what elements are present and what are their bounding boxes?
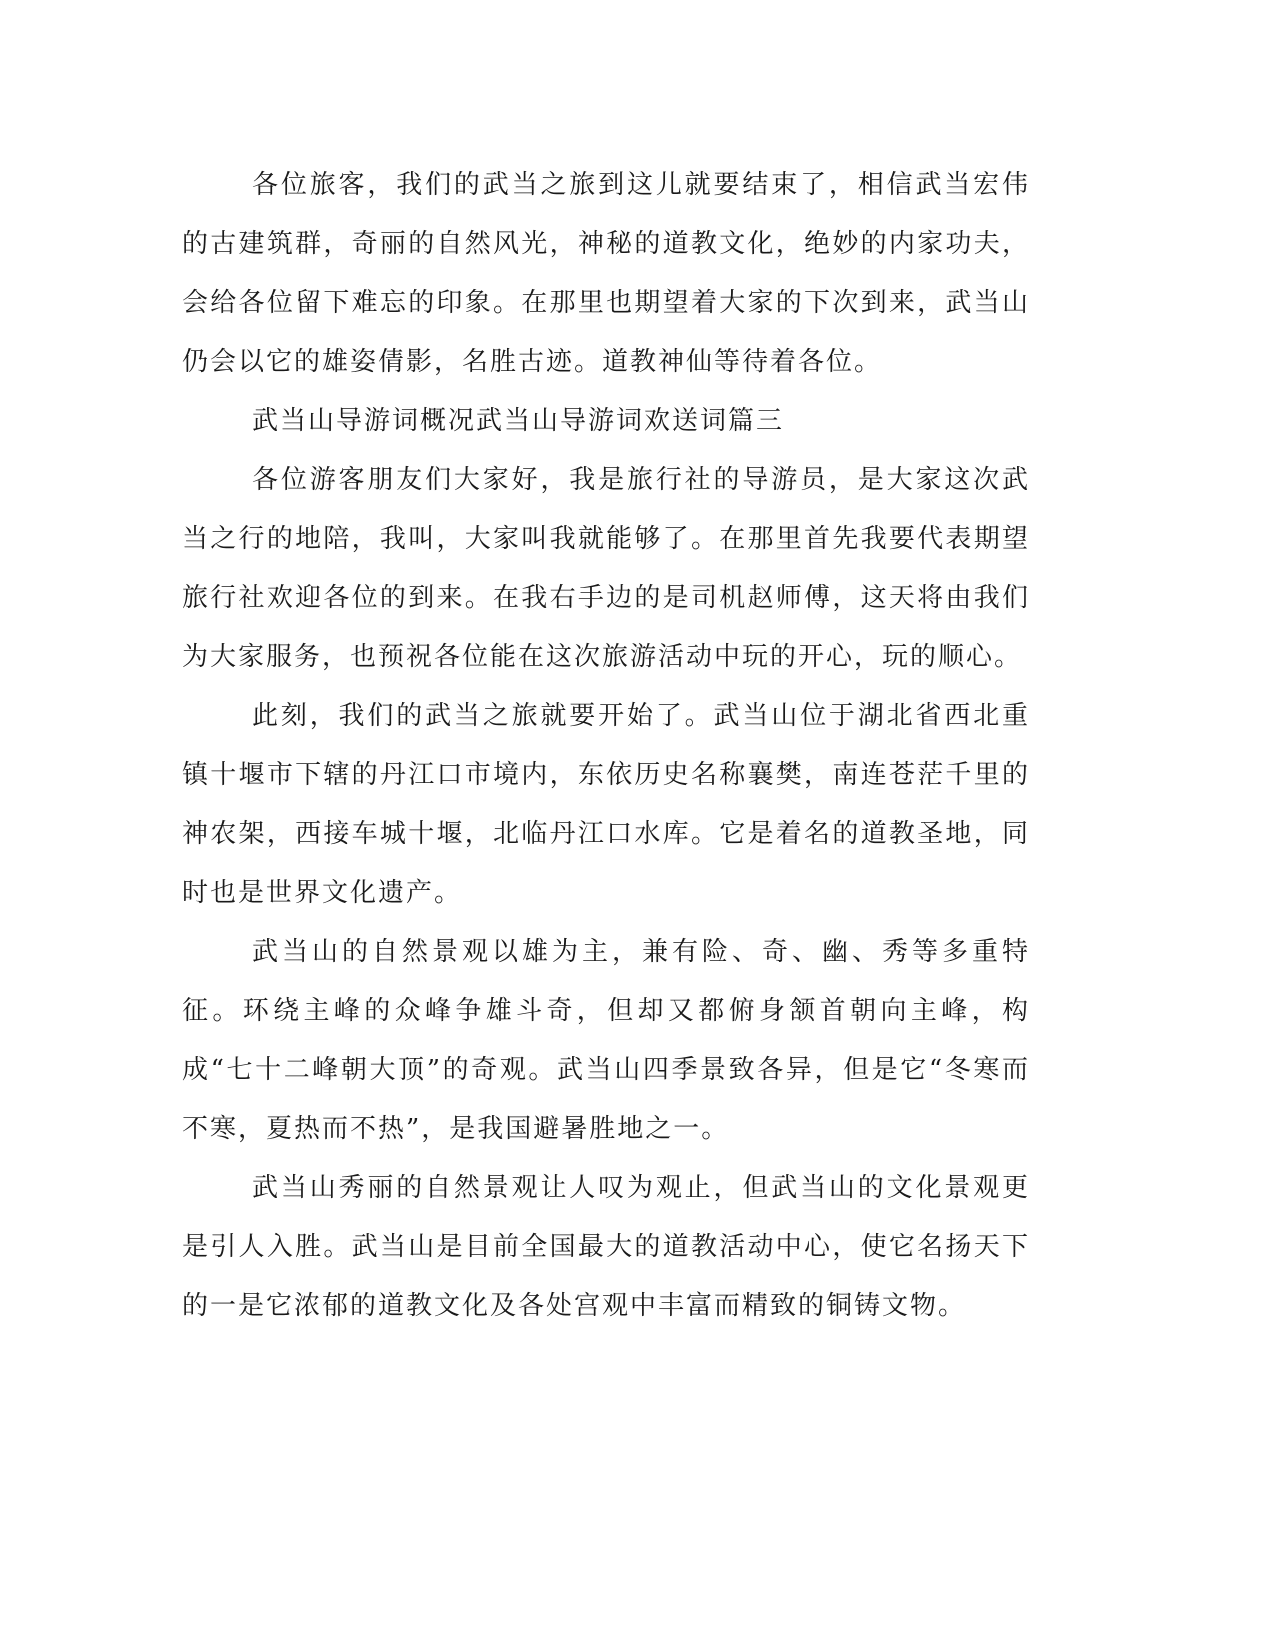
document-body xyxy=(182,156,1030,1336)
paragraph-location: 此刻，我们的武当之旅就要开始了。武当山位于湖北省西北重镇十堰市下辖的丹江口市境内，东依历史名称襄樊，南连苍茫千里的神农架，西接车城十堰，北临丹江口水库。它是着名的道教圣地，同时也是世界文化遗产。 xyxy=(182,701,1030,908)
paragraph-welcome: 各位游客朋友们大家好，我是旅行社的导游员，是大家这次武当之行的地陪，我叫，大家叫我就能够了。在那里首先我要代表期望旅行社欢迎各位的到来。在我右手边的是司机赵师傅，这天将由我们为大家服务，也预祝各位能在这次旅游活动中玩的开心，玩的顺心。 xyxy=(182,465,1030,672)
section-heading: 武当山导游词概况武当山导游词欢送词篇三 xyxy=(252,406,785,436)
paragraph-natural-scenery: 武当山的自然景观以雄为主，兼有险、奇、幽、秀等多重特征。环绕主峰的众峰争雄斗奇，但却又都俯身颔首朝向主峰，构成“七十二峰朝大顶”的奇观。武当山四季景致各异，但是它“冬寒而不寒，夏热而不热”，是我国避暑胜地之一。 xyxy=(182,937,1030,1144)
paragraph-cultural-scenery: 武当山秀丽的自然景观让人叹为观止，但武当山的文化景观更是引人入胜。武当山是目前全国最大的道教活动中心，使它名扬天下的一是它浓郁的道教文化及各处宫观中丰富而精致的铜铸文物。 xyxy=(182,1173,1030,1321)
paragraph-farewell: 各位旅客，我们的武当之旅到这儿就要结束了，相信武当宏伟的古建筑群，奇丽的自然风光，神秘的道教文化，绝妙的内家功夫，会给各位留下难忘的印象。在那里也期望着大家的下次到来，武当山仍会以它的雄姿倩影，名胜古迹。道教神仙等待着各位。 xyxy=(182,170,1030,377)
